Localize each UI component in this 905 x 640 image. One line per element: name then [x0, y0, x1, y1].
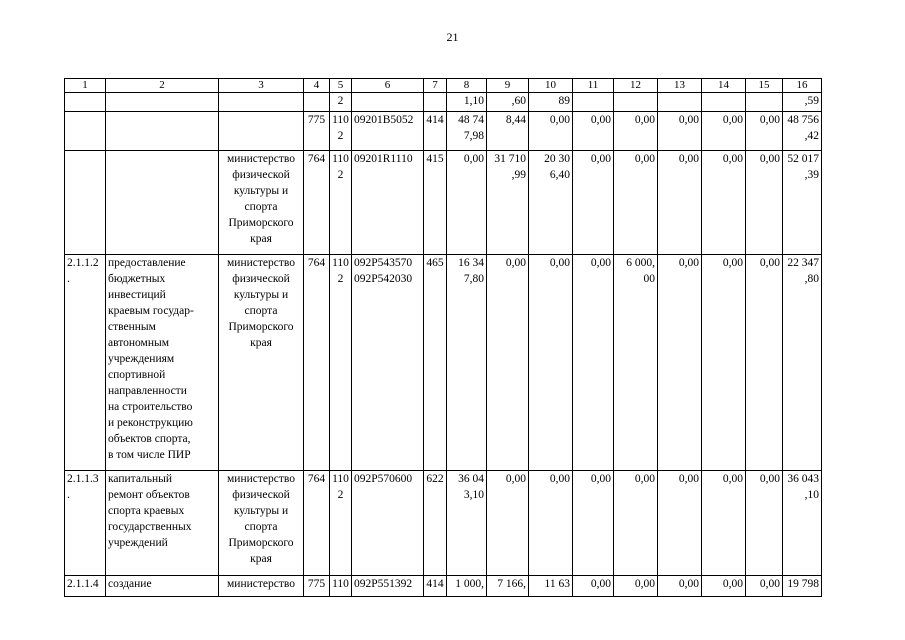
table-cell: 8,44: [487, 112, 529, 151]
table-cell: [106, 93, 219, 112]
column-number: 4: [304, 79, 330, 93]
table-cell: 36 04 3,10: [447, 471, 487, 576]
table-cell: 2: [330, 93, 352, 112]
table-cell: 1 000,: [447, 576, 487, 597]
table-cell: 092P570600: [352, 471, 424, 576]
column-number: 16: [783, 79, 822, 93]
table-cell: министерство: [219, 576, 304, 597]
table-cell: 48 756 ,42: [783, 112, 822, 151]
table-cell: [106, 151, 219, 255]
table-cell: [65, 112, 106, 151]
column-number: 2: [106, 79, 219, 93]
table-cell: 20 30 6,40: [529, 151, 573, 255]
table-cell: 2.1.1.2 .: [65, 255, 106, 471]
table-cell: [304, 93, 330, 112]
table-cell: [65, 93, 106, 112]
table-cell: 0,00: [702, 112, 746, 151]
table-cell: [219, 112, 304, 151]
table-cell: 0,00: [573, 112, 614, 151]
table-cell: 764: [304, 151, 330, 255]
table-cell: 465: [424, 255, 447, 471]
table-cell: 0,00: [702, 471, 746, 576]
table-cell: 0,00: [658, 576, 702, 597]
table-cell: 1,10: [447, 93, 487, 112]
table-cell: министерство физической культуры и спорта Приморского края: [219, 471, 304, 576]
table-cell: министерство физической культуры и спорта Приморского края: [219, 255, 304, 471]
table-cell: создание: [106, 576, 219, 597]
column-number: 13: [658, 79, 702, 93]
table-cell: 0,00: [614, 471, 658, 576]
table-cell: 0,00: [614, 576, 658, 597]
table-cell: [658, 93, 702, 112]
table-cell: 0,00: [487, 471, 529, 576]
table-cell: 0,00: [746, 255, 783, 471]
table-cell: 89: [529, 93, 573, 112]
table-cell: капитальный ремонт объектов спорта краевых государственных учреждений: [106, 471, 219, 576]
table-cell: 0,00: [658, 151, 702, 255]
column-number: 8: [447, 79, 487, 93]
column-number: 15: [746, 79, 783, 93]
table-cell: 0,00: [614, 151, 658, 255]
table-cell: 0,00: [529, 255, 573, 471]
page-number: 21: [446, 30, 459, 44]
table-cell: [219, 93, 304, 112]
table-cell: 092P551392: [352, 576, 424, 597]
table-cell: 11 63: [529, 576, 573, 597]
table-cell: 0,00: [746, 471, 783, 576]
table-cell: 2.1.1.4: [65, 576, 106, 597]
table-cell: 0,00: [529, 112, 573, 151]
table-row: [65, 151, 822, 255]
table-cell: 0,00: [573, 255, 614, 471]
column-number-row: [65, 79, 822, 93]
column-number: 3: [219, 79, 304, 93]
table-cell: 110 2: [330, 151, 352, 255]
column-number: 11: [573, 79, 614, 93]
table-cell: 110: [330, 576, 352, 597]
table-cell: 0,00: [746, 151, 783, 255]
table-row: [65, 576, 822, 597]
table-cell: 764: [304, 471, 330, 576]
table-cell: 0,00: [702, 255, 746, 471]
column-number: 5: [330, 79, 352, 93]
column-number: 7: [424, 79, 447, 93]
table-cell: 09201B5052: [352, 112, 424, 151]
column-number: 12: [614, 79, 658, 93]
table-cell: 775: [304, 576, 330, 597]
column-number: 6: [352, 79, 424, 93]
table-cell: [746, 93, 783, 112]
column-number: 1: [65, 79, 106, 93]
table-cell: 0,00: [573, 151, 614, 255]
table-cell: 0,00: [573, 576, 614, 597]
table-cell: [65, 151, 106, 255]
table-cell: 110 2: [330, 112, 352, 151]
table-row: [65, 93, 822, 112]
table-cell: 0,00: [573, 471, 614, 576]
table-cell: 0,00: [702, 151, 746, 255]
table-cell: министерство физической культуры и спорта Приморского края: [219, 151, 304, 255]
table-cell: 19 798: [783, 576, 822, 597]
table-row: [65, 255, 822, 471]
table-cell: 16 34 7,80: [447, 255, 487, 471]
table-cell: [573, 93, 614, 112]
table-cell: 415: [424, 151, 447, 255]
table-cell: 0,00: [658, 112, 702, 151]
table-cell: 0,00: [746, 112, 783, 151]
table-cell: предоставление бюджетных инвестиций краевым государ- ственным автономным учреждениям спортивной направленности на строительство и реконструкцию объектов спорта, в том числе ПИР: [106, 255, 219, 471]
table-cell: 0,00: [614, 112, 658, 151]
table-row: [65, 112, 822, 151]
column-number: 9: [487, 79, 529, 93]
table-cell: 764: [304, 255, 330, 471]
table-cell: 622: [424, 471, 447, 576]
column-number: 10: [529, 79, 573, 93]
table-cell: 775: [304, 112, 330, 151]
table-cell: 48 74 7,98: [447, 112, 487, 151]
table-cell: [352, 93, 424, 112]
table-cell: 0,00: [658, 471, 702, 576]
column-number: 14: [702, 79, 746, 93]
table-cell: 0,00: [447, 151, 487, 255]
table-cell: 110 2: [330, 471, 352, 576]
table-cell: 0,00: [658, 255, 702, 471]
table-cell: [614, 93, 658, 112]
table-cell: 414: [424, 576, 447, 597]
table-cell: 0,00: [529, 471, 573, 576]
table-cell: 414: [424, 112, 447, 151]
table-row: [65, 471, 822, 576]
table-cell: 09201R1110: [352, 151, 424, 255]
table-cell: 7 166,: [487, 576, 529, 597]
table-cell: [106, 112, 219, 151]
table-cell: 092P543570 092P542030: [352, 255, 424, 471]
table-cell: [424, 93, 447, 112]
table-cell: 31 710 ,99: [487, 151, 529, 255]
table-cell: 36 043 ,10: [783, 471, 822, 576]
table-cell: [702, 93, 746, 112]
table-cell: 110 2: [330, 255, 352, 471]
budget-table: [64, 78, 822, 597]
table-cell: 6 000, 00: [614, 255, 658, 471]
table-cell: 2.1.1.3 .: [65, 471, 106, 576]
table-cell: 0,00: [702, 576, 746, 597]
table-cell: 52 017 ,39: [783, 151, 822, 255]
table-cell: ,60: [487, 93, 529, 112]
table-cell: ,59: [783, 93, 822, 112]
table-cell: 0,00: [746, 576, 783, 597]
table-cell: 22 347 ,80: [783, 255, 822, 471]
table-cell: 0,00: [487, 255, 529, 471]
